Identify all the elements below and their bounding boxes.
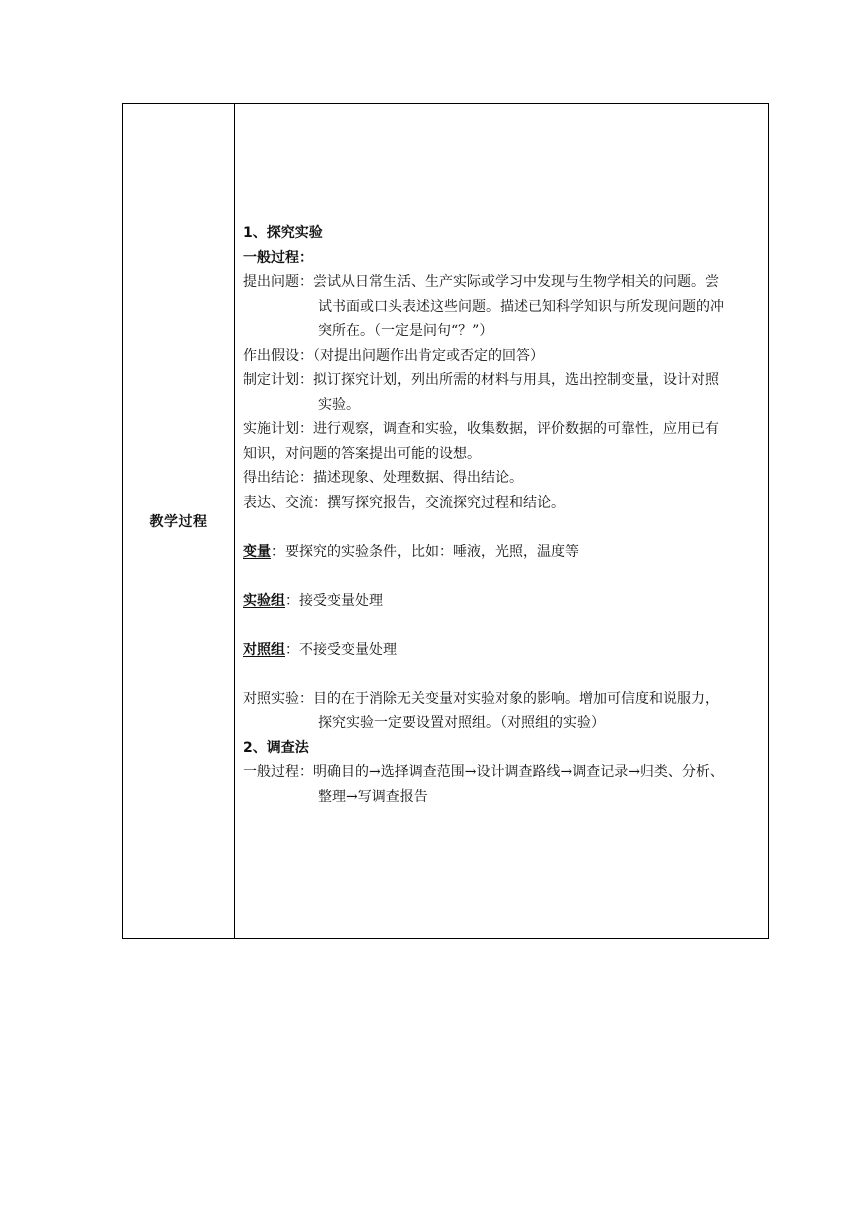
step-label: 一般过程： [243, 764, 313, 780]
step-text: 描述现象、处理数据、得出结论。 [313, 470, 523, 486]
step-plan-cont: 实验。 [318, 396, 360, 413]
general-process-heading: 一般过程： [243, 249, 313, 266]
step-conclusion [243, 466, 765, 491]
step-label: 得出结论： [243, 470, 313, 486]
definition-text: ：不接受变量处理 [285, 641, 397, 658]
spacer [243, 613, 765, 638]
step-label: 实施计划： [243, 421, 313, 437]
definition-controlled-experiment [243, 687, 765, 712]
survey-general-process-cont: 整理→写调查报告 [318, 788, 428, 805]
step-plan [243, 368, 765, 393]
definition-text: 目的在于消除无关变量对实验对象的影响。增加可信度和说服力， [313, 690, 719, 707]
term-variable: 变量 [243, 543, 271, 560]
definition-experimental-group [243, 589, 765, 614]
spacer [243, 662, 765, 687]
definition-controlled-experiment-cont: 探究实验一定要设置对照组。（对照组的实验） [318, 715, 605, 731]
step-ask-question-cont: 突所在。（一定是问句“？”） [318, 323, 494, 339]
step-ask-question [243, 270, 765, 295]
step-ask-question-cont: 试书面或口头表述这些问题。描述已知科学知识与所发现问题的冲 [318, 298, 724, 315]
term-experimental-group: 实验组 [243, 592, 285, 609]
step-text: 明确目的→选择调查范围→设计调查路线→调查记录→归类、分析、 [313, 764, 724, 780]
step-label: 对照实验： [243, 690, 313, 707]
definition-variable [243, 540, 765, 565]
survey-general-process [243, 760, 765, 785]
step-text: 撰写探究报告，交流探究过程和结论。 [327, 494, 565, 511]
step-text: 尝试从日常生活、生产实际或学习中发现与生物学相关的问题。尝 [313, 274, 719, 290]
step-implement-cont: 知识，对问题的答案提出可能的设想。 [243, 445, 481, 462]
lesson-table [122, 103, 769, 939]
spacer [243, 515, 765, 540]
step-text: 拟订探究计划，列出所需的材料与用具，选出控制变量，设计对照 [313, 372, 719, 388]
row-label-teaching-process: 教学过程 [149, 514, 208, 530]
teaching-process-content [243, 221, 765, 809]
definition-control-group [243, 638, 765, 663]
definition-text: ：要探究的实验条件，比如：唾液，光照，温度等 [271, 543, 579, 560]
column-divider [234, 104, 235, 938]
step-label: 提出问题： [243, 274, 313, 290]
spacer [243, 564, 765, 589]
step-label: 制定计划： [243, 372, 313, 388]
step-text: （对提出问题作出肯定或否定的回答） [313, 347, 544, 364]
definition-text: ：接受变量处理 [285, 592, 383, 609]
step-implement [243, 417, 765, 442]
step-communicate [243, 491, 765, 516]
section-heading-inquiry-experiment: 1、探究实验 [243, 225, 323, 241]
step-label: 表达、交流： [243, 494, 327, 511]
step-label: 作出假设： [243, 347, 313, 364]
step-text: 进行观察，调查和实验，收集数据，评价数据的可靠性，应用已有 [313, 421, 719, 437]
step-hypothesis [243, 344, 765, 369]
term-control-group: 对照组 [243, 641, 285, 658]
section-heading-survey-method: 2、调查法 [243, 739, 309, 756]
